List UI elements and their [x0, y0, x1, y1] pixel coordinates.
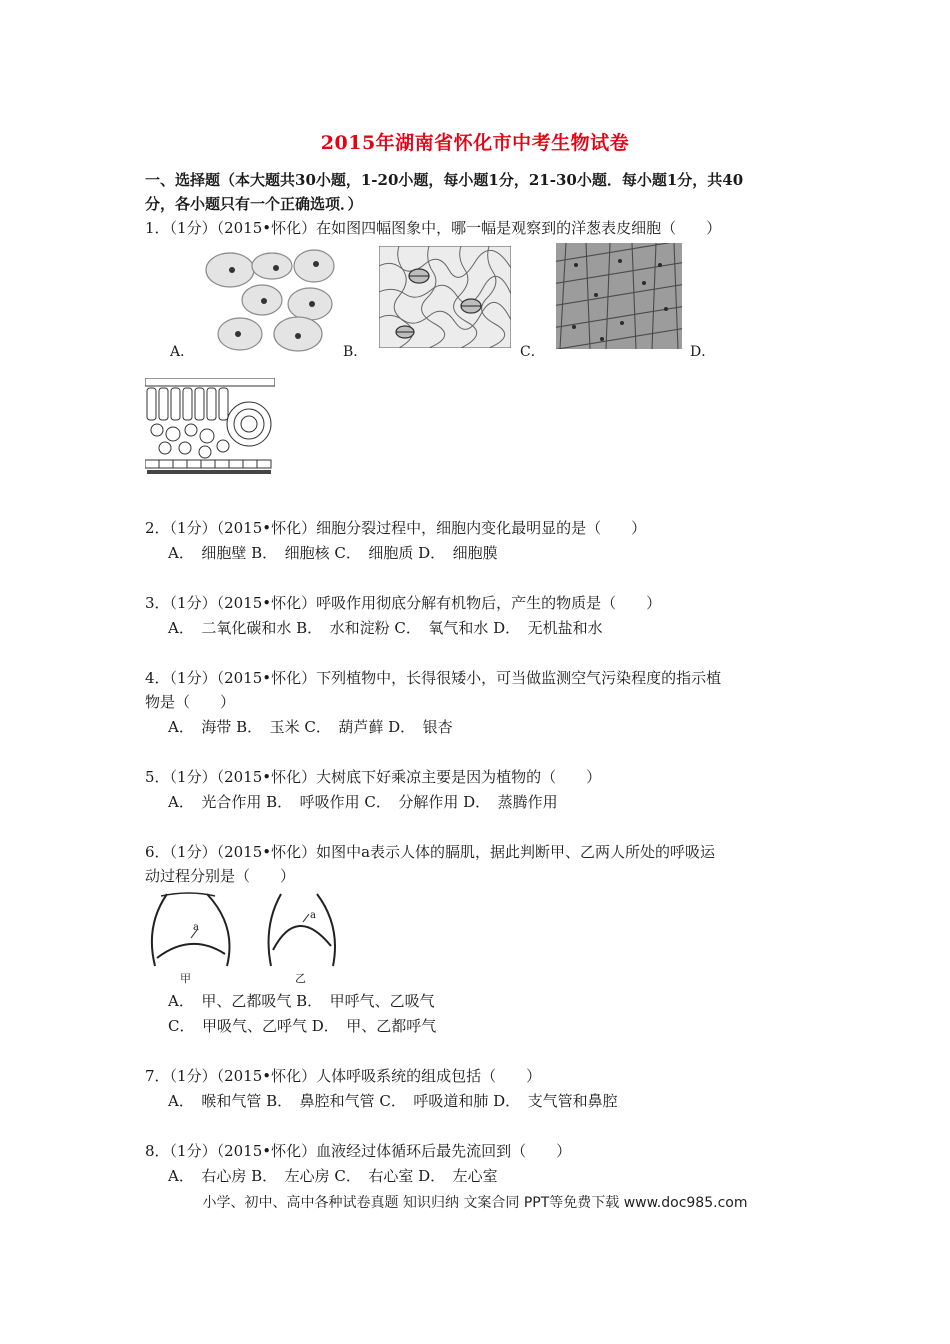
question-3-options: A． 二氧化碳和水 B． 水和淀粉 C． 氧气和水 D． 无机盐和水: [168, 619, 603, 637]
question-1-stem: 1．（1分）（2015•怀化）在如图四幅图象中，哪一幅是观察到的洋葱表皮细胞（ ）: [145, 219, 722, 237]
question-6-options-line1: A． 甲、乙都吸气 B． 甲呼气、乙吸气: [168, 992, 435, 1010]
question-7-options: A． 喉和气管 B． 鼻腔和气管 C． 呼吸道和肺 D． 支气管和鼻腔: [168, 1092, 618, 1110]
page-title: 2015年湖南省怀化市中考生物试卷: [320, 132, 630, 154]
section-heading-line1: 一、选择题（本大题共30小题，1-20小题，每小题1分，21-30小题．每小题1分，共40: [145, 171, 744, 189]
footer-note: 小学、初中、高中各种试卷真题 知识归纳 文案合同 PPT等免费下载 www.doc985.com: [202, 1195, 748, 1211]
question-2-options: A． 细胞壁 B． 细胞核 C． 细胞质 D． 细胞膜: [168, 544, 498, 562]
question-8-stem: 8．（1分）（2015•怀化）血液经过体循环后最先流回到（ ）: [145, 1142, 572, 1160]
q6-marker-a-jia: a: [193, 922, 199, 933]
q6-figure-jia-chest: [145, 892, 237, 972]
q6-label-yi: 乙: [295, 972, 306, 985]
question-5-stem: 5．（1分）（2015•怀化）大树底下好乘凉主要是因为植物的（ ）: [145, 768, 602, 786]
q6-label-jia: 甲: [180, 972, 191, 985]
question-7-stem: 7．（1分）（2015•怀化）人体呼吸系统的组成包括（ ）: [145, 1067, 542, 1085]
section-heading-line2: 分，各小题只有一个正确选项．）: [145, 195, 363, 213]
q1-image-b-epidermis: [379, 246, 511, 348]
question-5-options: A． 光合作用 B． 呼吸作用 C． 分解作用 D． 蒸腾作用: [168, 793, 558, 811]
q6-figure-yi-chest: [263, 892, 341, 972]
question-4-stem-cont: 物是（ ）: [145, 693, 236, 711]
q1-label-d: D．: [690, 344, 716, 360]
question-6-stem: 6．（1分）（2015•怀化）如图中a表示人体的膈肌，据此判断甲、乙两人所处的呼吸运: [145, 843, 716, 861]
question-8-options: A． 右心房 B． 左心房 C． 右心室 D． 左心室: [168, 1167, 498, 1185]
q1-image-d-leaf-section: [145, 378, 275, 476]
question-4-stem: 4．（1分）（2015•怀化）下列植物中，长得很矮小，可当做监测空气污染程度的指示植: [145, 669, 722, 687]
question-6-options-line2: C． 甲吸气、乙呼气 D． 甲、乙都呼气: [168, 1017, 437, 1035]
q1-image-c-onion-epidermis: [556, 243, 682, 349]
question-4-options: A． 海带 B． 玉米 C． 葫芦藓 D． 银杏: [168, 718, 453, 736]
q1-label-c: C．: [520, 344, 545, 360]
q1-label-a: A．: [170, 344, 195, 360]
q6-marker-a-yi: a: [310, 910, 316, 921]
question-3-stem: 3．（1分）（2015•怀化）呼吸作用彻底分解有机物后，产生的物质是（ ）: [145, 594, 662, 612]
q1-label-b: B．: [343, 344, 368, 360]
question-6-stem-cont: 动过程分别是（ ）: [145, 867, 296, 885]
question-2-stem: 2．（1分）（2015•怀化）细胞分裂过程中，细胞内变化最明显的是（ ）: [145, 519, 647, 537]
q1-image-a-cells: [202, 246, 338, 354]
